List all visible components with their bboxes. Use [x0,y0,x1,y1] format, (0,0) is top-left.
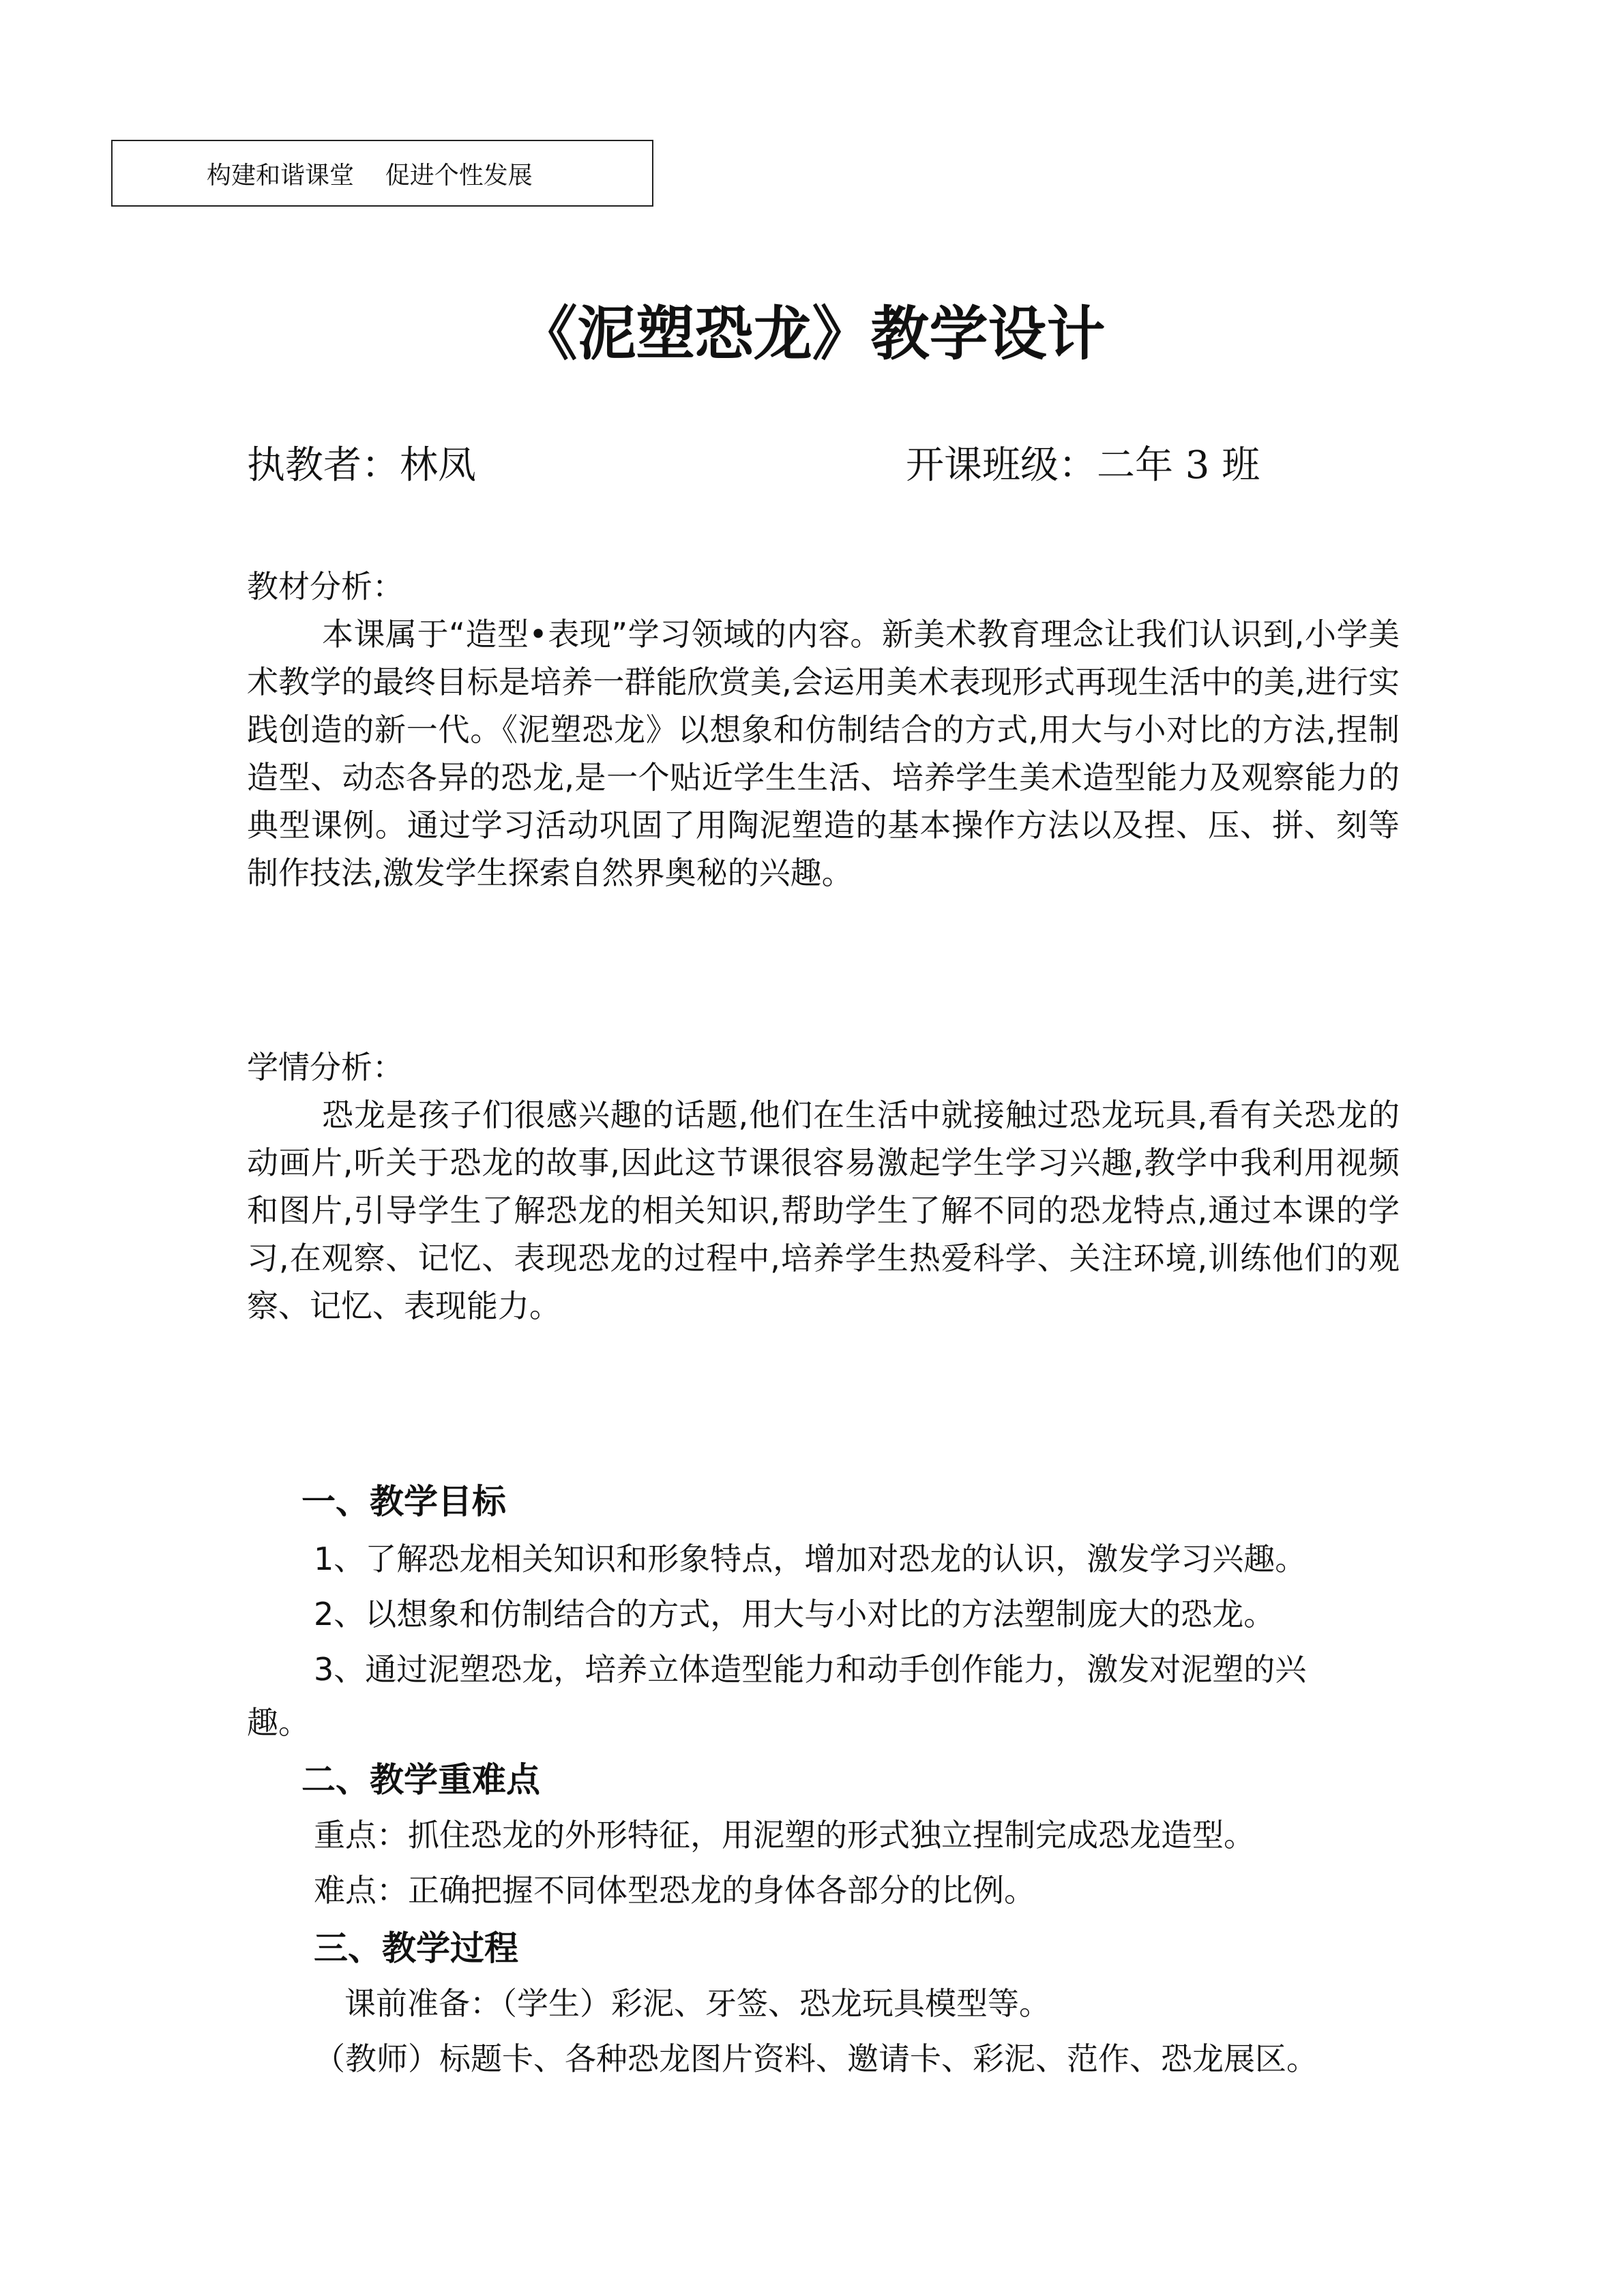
key-point: 重点：抓住恐龙的外形特征，用泥塑的形式独立捏制完成恐龙造型。 [314,1817,1255,1853]
students-paragraph: 恐龙是孩子们很感兴趣的话题,他们在生活中就接触过恐龙玩具,看有关恐龙的动画片,听关于恐龙的故事,因此这节课很容易激起学生学习兴趣,教学中我利用视频和图片,引导学生了解恐龙的相关知识,帮助学生了解不同的恐龙特点,通过本课的学习,在观察、记忆、表现恐龙的过程中,培养学生热爱科学、关注环境,训练他们的观察、记忆、表现能力。 [247,1097,1400,1324]
prep-students: 课前准备：（学生）彩泥、牙签、恐龙玩具模型等。 [344,1985,1050,2022]
goal-item-2: 2、以想象和仿制结合的方式，用大与小对比的方法塑制庞大的恐龙。 [314,1596,1275,1632]
header-box [111,140,653,207]
goal-item-1: 1、了解恐龙相关知识和形象特点，增加对恐龙的认识，激发学习兴趣。 [314,1540,1307,1577]
materials-label: 教材分析： [247,568,404,605]
difficult-point: 难点：正确把握不同体型恐龙的身体各部分的比例。 [314,1872,1035,1909]
materials-paragraph: 本课属于“造型•表现”学习领域的内容。新美术教育理念让我们认识到,小学美术教学的最终目标是培养一群能欣赏美,会运用美术表现形式再现生活中的美,进行实践创造的新一代。《泥塑恐龙》以想象和仿制结合的方式,用大与小对比的方法,捏制造型、动态各异的恐龙,是一个贴近学生生活、培养学生美术造型能力及观察能力的典型课例。通过学习活动巩固了用陶泥塑造的基本操作方法以及捏、压、拼、刻等制作技法,激发学生探索自然界奥秘的兴趣。 [247,616,1400,891]
goal-item-3-continued: 趣。 [247,1704,310,1741]
prep-teacher: （教师）标题卡、各种恐龙图片资料、邀请卡、彩泥、范作、恐龙展区。 [314,2040,1318,2077]
students-label: 学情分析： [247,1049,404,1086]
class-info: 开课班级：二年 3 班 [906,443,1260,488]
teacher-info: 执教者：林凤 [247,443,476,488]
section1-heading: 一、教学目标 [301,1482,506,1521]
section3-heading: 三、教学过程 [314,1928,518,1968]
students-section [247,1043,1400,1330]
materials-section [247,563,1400,897]
document-title: 《泥塑恐龙》教学设计 [518,299,1106,368]
goal-item-3: 3、通过泥塑恐龙，培养立体造型能力和动手创作能力，激发对泥塑的兴 [314,1651,1307,1688]
section2-heading: 二、教学重难点 [301,1760,540,1800]
header-slogan: 构建和谐课堂 促进个性发展 [207,162,533,190]
